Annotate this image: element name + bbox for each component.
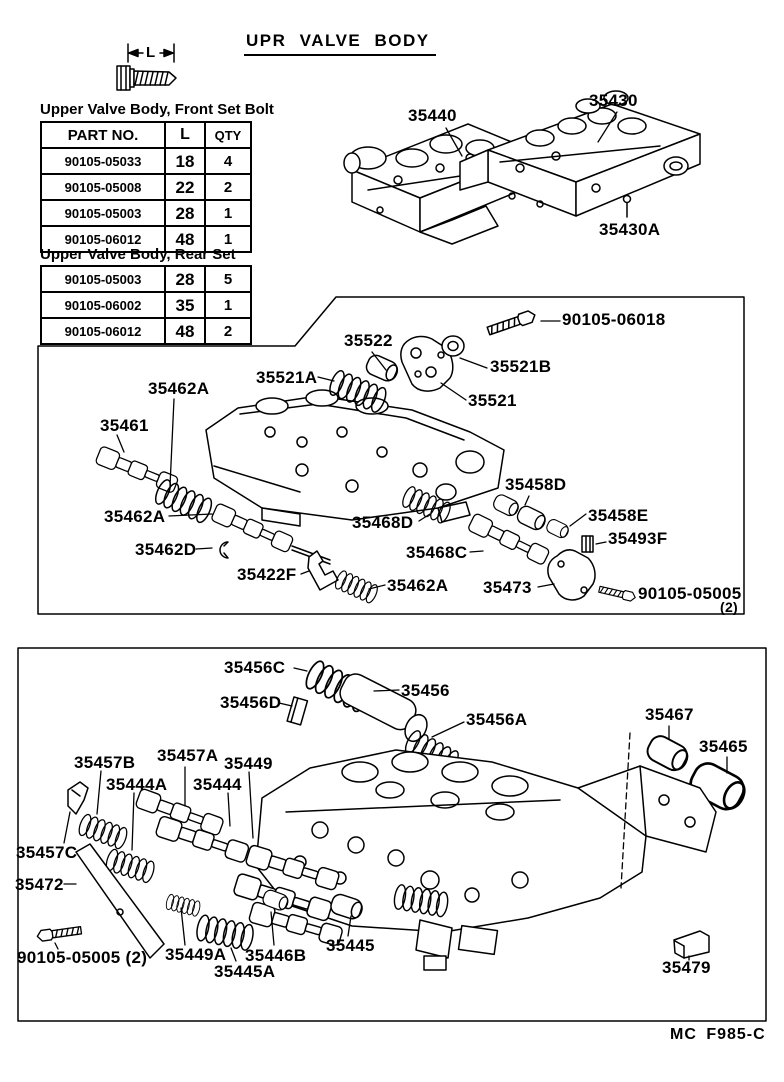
part-label-35430A: 35430A (599, 220, 661, 239)
part-label-35445A: 35445A (214, 962, 276, 981)
part-label-35521B: 35521B (490, 357, 552, 376)
part-label-35457A: 35457A (157, 746, 219, 765)
part-label-35462A: 35462A (387, 576, 449, 595)
qty-cell: 5 (205, 266, 251, 292)
part-label-35473: 35473 (483, 578, 532, 597)
part-label-35457B: 35457B (74, 753, 136, 772)
part-no-cell: 90105-06002 (41, 292, 165, 318)
length-cell: 35 (165, 292, 205, 318)
length-cell: 22 (165, 174, 205, 200)
part-no-cell: 90105-06012 (41, 318, 165, 344)
part-label-35430: 35430 (589, 91, 638, 110)
part-label-35468C: 35468C (406, 543, 468, 562)
part-label-35457C: 35457C (16, 843, 78, 862)
length-header: L (165, 122, 205, 148)
part-no-cell: 90105-05003 (41, 266, 165, 292)
part-label-35468D: 35468D (352, 513, 414, 532)
bolt-length-dimension-label: L (146, 44, 156, 61)
length-cell: 28 (165, 266, 205, 292)
figure-code: MC F985-C (670, 1026, 766, 1043)
part-label-35444: 35444 (193, 775, 242, 794)
length-cell: 28 (165, 200, 205, 226)
front-set-bolt-table (40, 121, 252, 253)
part-label-35458E: 35458E (588, 506, 649, 525)
page-title: UPR VALVE BODY (244, 31, 436, 56)
qty-cell: 1 (205, 200, 251, 226)
lower-valve-body-exploded-drawing (37, 659, 751, 970)
part-label-35461: 35461 (100, 416, 149, 435)
table-row (41, 200, 251, 226)
length-cell: 18 (165, 148, 205, 174)
part-label-90105-05005: 90105-05005 (638, 584, 742, 603)
part-label-35522: 35522 (344, 331, 393, 350)
length-cell: 48 (165, 226, 205, 252)
part-label-35449: 35449 (224, 754, 273, 773)
part-label-35479: 35479 (662, 958, 711, 977)
part-label-35446B: 35446B (245, 946, 307, 965)
table-row (41, 148, 251, 174)
part-no-cell: 90105-06012 (41, 226, 165, 252)
qty-cell: 2 (205, 318, 251, 344)
part-label-35462A: 35462A (148, 379, 210, 398)
table-header-row (41, 122, 251, 148)
part-label-35449A: 35449A (165, 945, 227, 964)
part-label-35456D: 35456D (220, 693, 282, 712)
part-label-35456: 35456 (401, 681, 450, 700)
table-row (41, 318, 251, 344)
part-label-35444A: 35444A (106, 775, 168, 794)
part-label-35472: 35472 (15, 875, 64, 894)
part-label-qty-2: (2) (720, 599, 739, 615)
table-row (41, 174, 251, 200)
part-no-cell: 90105-05033 (41, 148, 165, 174)
part-label-90105-05005-2: 90105-05005 (2) (17, 948, 148, 967)
table-row (41, 266, 251, 292)
qty-cell: 1 (205, 292, 251, 318)
qty-cell: 1 (205, 226, 251, 252)
part-no-cell: 90105-05003 (41, 200, 165, 226)
part-label-35467: 35467 (645, 705, 694, 724)
part-label-90105-06018: 90105-06018 (562, 310, 666, 329)
front-valve-body-exploded-drawing (95, 309, 636, 604)
part-no-cell: 90105-05008 (41, 174, 165, 200)
qty-cell: 4 (205, 148, 251, 174)
part-label-35493F: 35493F (608, 529, 668, 548)
part-label-35458D: 35458D (505, 475, 567, 494)
part-label-35521A: 35521A (256, 368, 318, 387)
table-row (41, 292, 251, 318)
part-label-35521: 35521 (468, 391, 517, 410)
qty-header: QTY (205, 122, 251, 148)
part-label-35445: 35445 (326, 936, 375, 955)
part-label-35462A: 35462A (104, 507, 166, 526)
part-no-header: PART NO. (41, 122, 165, 148)
rear-set-table-caption: Upper Valve Body, Rear Set (40, 246, 236, 263)
part-label-35422F: 35422F (237, 565, 297, 584)
front-set-table-caption: Upper Valve Body, Front Set Bolt (40, 101, 274, 118)
part-label-35465: 35465 (699, 737, 748, 756)
part-label-35440: 35440 (408, 106, 457, 125)
rear-set-bolt-table (40, 265, 252, 345)
qty-cell: 2 (205, 174, 251, 200)
part-label-35462D: 35462D (135, 540, 197, 559)
part-label-35456C: 35456C (224, 658, 286, 677)
part-label-35456A: 35456A (466, 710, 528, 729)
length-cell: 48 (165, 318, 205, 344)
